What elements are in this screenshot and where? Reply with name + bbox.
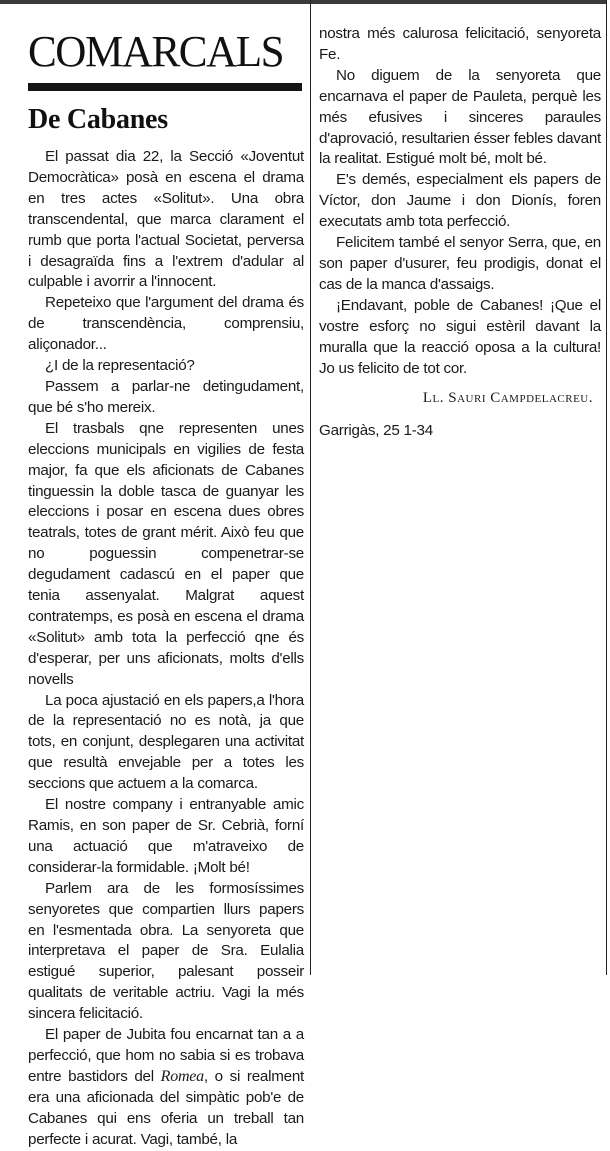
paragraph-jubita	[28, 1025, 304, 1150]
section-title: COMARCALS	[28, 27, 284, 76]
paragraph: Repeteixo que l'argument del drama és de transcendència, comprensiu, aliçonador...	[28, 294, 304, 354]
column-divider	[310, 0, 311, 975]
paragraph-continuation: nostra més calurosa felicitació, senyoreta Fe.	[319, 25, 601, 63]
paragraph: Felicitem també el senyor Serra, que, en son paper d'usurer, feu prodigis, donat el cas de la manca d'assaigs.	[319, 234, 601, 293]
left-column	[28, 0, 304, 1151]
right-column	[319, 24, 601, 442]
paragraph: El nostre company i entranyable amic Ramis, en son paper de Sr. Cebrià, forní una actuació que m'atraveixo de considerar-la formidable. ¡Molt bé!	[28, 796, 304, 876]
paragraph: El trasbals qne representen unes eleccions municipals en vigilies de festa major, fa que els aficionats de Cabanes tinguessin la doble tasca de guanyar les eleccions i posar en escena dues obres teatrals, totes de grant mérit. Això feu que no poguessin compenetrar-se degudament cadascú en el paper que tenia assenyalat. Malgrat aquest contratemps, es posà en escena el drama «Solitut» amb tota la perfecció qne és d'esperar, per uns aficionats, molts d'ells novells	[28, 419, 304, 688]
paragraph: La poca ajustació en els papers,a l'hora de la representació no es notà, ja que tots, en conjunt, desplegaren una activitat que resultà envejable per a totes les seccions que actuem a la comarca.	[28, 691, 304, 793]
paragraph: E's demés, especialment els papers de Víctor, don Jaume i don Dionís, foren executats amb tota perfecció.	[319, 171, 601, 231]
author-signature: Ll. Sauri Campdelacreu.	[422, 390, 593, 407]
paragraph: No diguem de la senyoreta que encarnava el paper de Pauleta, perquè les més efusives i sinceres paraules d'aprovació, resultarien ésser febles davant la realitat. Estigué molt bé, molt bé.	[319, 66, 601, 168]
paragraph: Parlem ara de les formosíssimes senyoretes que compartien llurs papers en l'esmentada obra. La senyoreta que interpretava el paper de Sra. Eulalia estigué superior, palesant posseir qualitats de veritable actriu. Vagi la més sincera felicitació.	[28, 879, 304, 1023]
theatre-name: Romea	[160, 1067, 204, 1085]
text-run: El paper de Jubita fou encarnat tan a a perfecció, que hom no sabia si es trobava entre bastidors del	[28, 1026, 304, 1085]
dateline: Garrigàs, 25 1-34	[319, 422, 433, 440]
article-title: De Cabanes	[28, 104, 168, 135]
right-border-rule	[606, 0, 607, 975]
paragraph: El passat dia 22, la Secció «Joventut Democràtica» posà en escena el drama en tres actes «Solitut». Una obra transcendental, que marca clarament el rumb que porta l'actual Societat, perversa i desagraïda fins a l'extrem d'adular al culpable i avorrir a l'innocent.	[28, 148, 304, 291]
paragraph: ¿I de la representació?	[45, 357, 195, 375]
paragraph: Passem a parlar-ne detingudament, que bé s'ho mereix.	[28, 377, 304, 416]
paragraph: ¡Endavant, poble de Cabanes! ¡Que el vostre esforç no sigui estèril davant la muralla que la reacció oposa a la cultura! Jo us felicito de tot cor.	[319, 296, 601, 377]
title-underline-bar	[28, 83, 302, 91]
text-run: , o si realment era una aficionada del simpàtic pob'e de Cabanes qui ens oferia un treball tan perfecte i acurat. Vagi, també, la	[28, 1067, 304, 1148]
